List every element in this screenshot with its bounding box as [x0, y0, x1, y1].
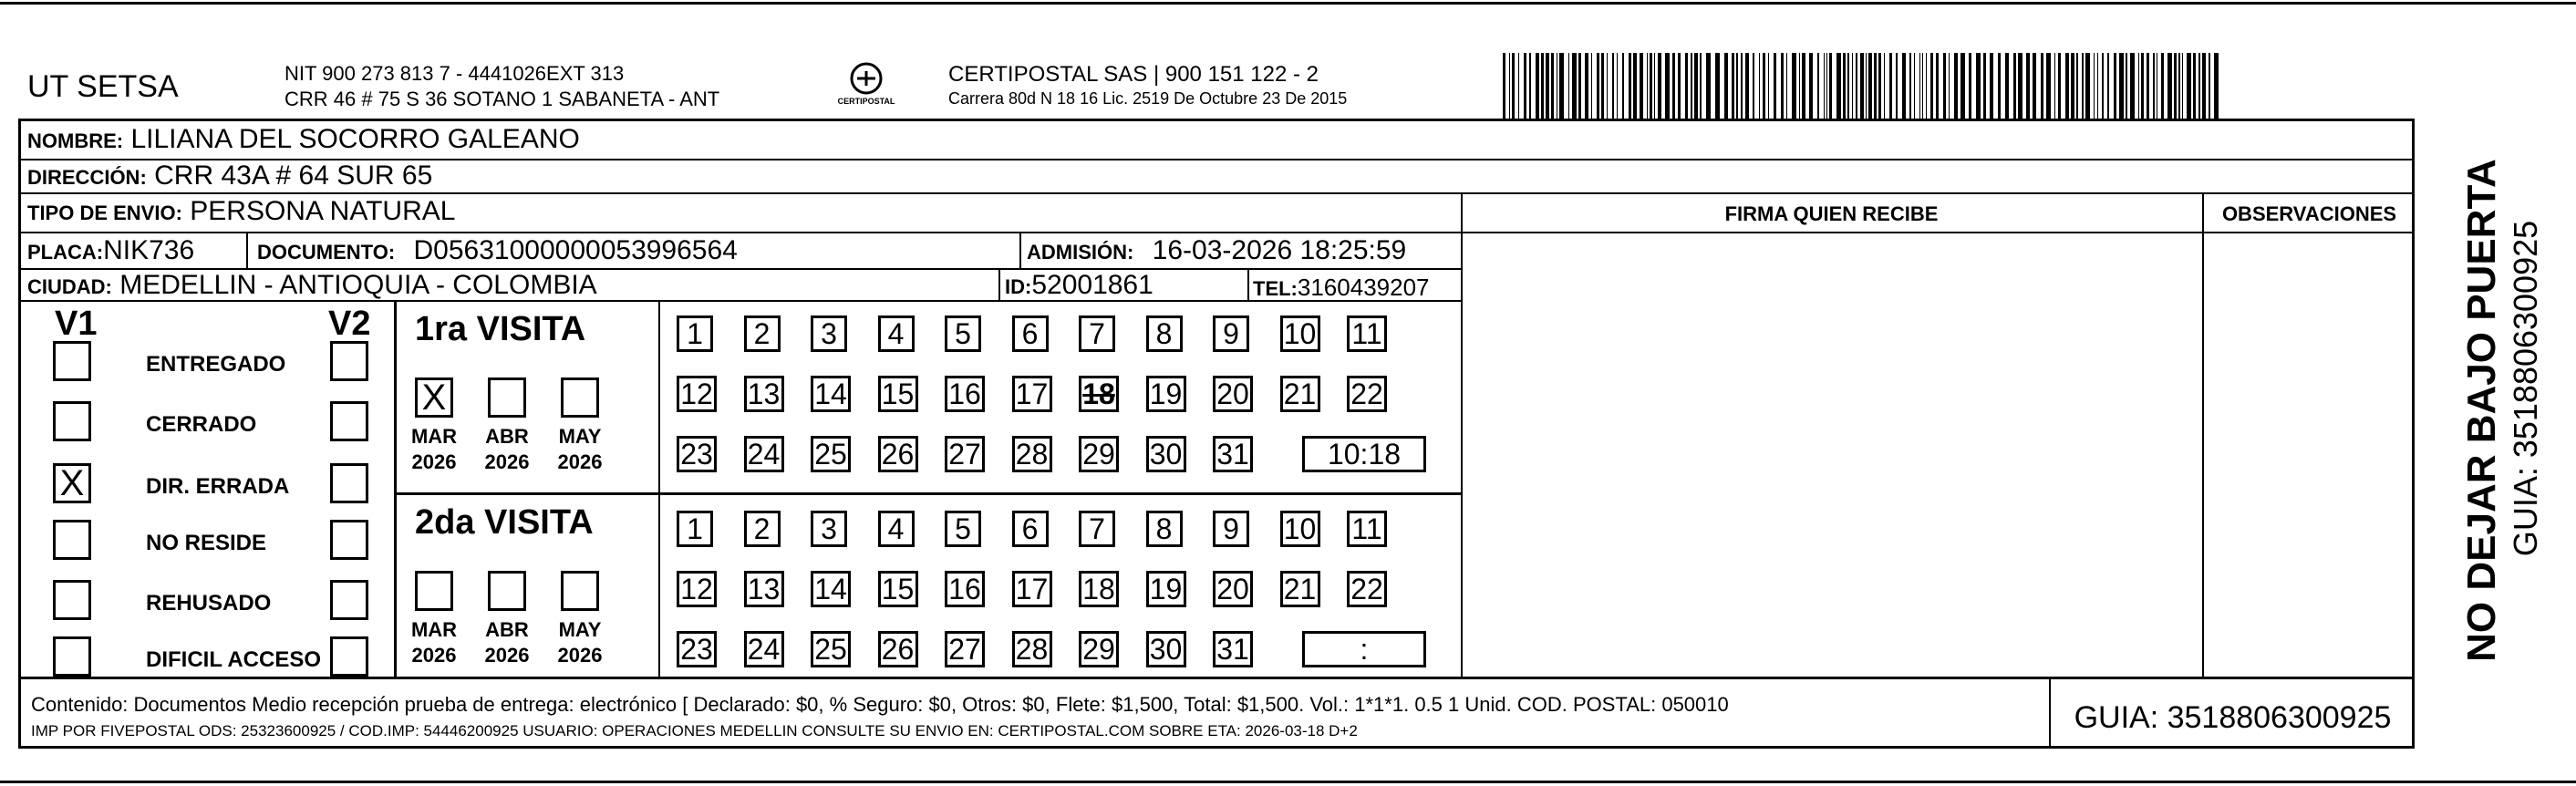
barcode-bar [2058, 53, 2061, 119]
side-text [2426, 150, 2544, 662]
day-box[interactable]: 8 [1146, 511, 1183, 547]
barcode-bar [2097, 53, 2098, 119]
barcode-bar [1829, 53, 1832, 119]
row-divider [18, 192, 2415, 194]
tipo-label: TIPO DE ENVIO: [27, 202, 182, 224]
v1-checkbox[interactable] [53, 520, 91, 560]
year-label: 2026 [411, 450, 457, 473]
day-box[interactable]: 12 [677, 376, 717, 412]
company-name: UT SETSA [27, 69, 179, 104]
month-checkbox[interactable] [561, 377, 599, 418]
v1-header: V1 [55, 305, 98, 343]
day-box[interactable]: 8 [1146, 315, 1183, 352]
placa-value: NIK736 [103, 235, 195, 265]
barcode-bar [2153, 53, 2155, 119]
day-box[interactable]: 5 [945, 511, 981, 547]
day-box[interactable]: 17 [1012, 571, 1052, 607]
barcode-bar [1786, 53, 1787, 119]
barcode-bar [2005, 53, 2009, 119]
barcode-bar [1960, 53, 1965, 119]
admision-value: 16-03-2026 18:25:59 [1152, 235, 1407, 265]
barcode-bar [2187, 53, 2191, 119]
barcode-bar [1936, 53, 1939, 119]
year-label: 2026 [557, 644, 603, 667]
barcode-bar [1889, 53, 1892, 119]
nombre-value: LILIANA DEL SOCORRO GALEANO [130, 124, 580, 154]
barcode-bar [1706, 53, 1711, 119]
v2-checkbox[interactable] [330, 636, 368, 677]
month-label: MAY [558, 618, 602, 641]
month-checkbox[interactable] [488, 571, 526, 611]
tipo-row [27, 196, 455, 227]
barcode-bar [1541, 53, 1544, 119]
barcode-bar [2182, 53, 2183, 119]
barcode-bar [1868, 53, 1872, 119]
bottom-border [0, 781, 2576, 783]
day-box[interactable]: 2 [744, 315, 781, 352]
day-box[interactable]: 22 [1347, 376, 1387, 412]
day-box[interactable]: 10 [1280, 511, 1320, 547]
visit2-title: 2da VISITA [415, 503, 594, 542]
barcode-bar [2076, 53, 2078, 119]
v2-checkbox[interactable] [330, 341, 368, 381]
day-box[interactable]: 4 [878, 511, 915, 547]
barcode-bar [2167, 53, 2172, 119]
v2-checkbox[interactable] [330, 580, 368, 620]
day-box[interactable]: 13 [744, 376, 784, 412]
barcode-bar [2033, 53, 2036, 119]
day-box[interactable]: 28 [1012, 631, 1052, 667]
barcode-bar [1976, 53, 1981, 119]
barcode-bar [1896, 53, 1898, 119]
day-box[interactable]: 12 [677, 571, 717, 607]
documento-row [257, 235, 738, 266]
day-box[interactable]: 31 [1213, 631, 1253, 667]
barcode-bar [1724, 53, 1728, 119]
firma-header: FIRMA QUIEN RECIBE [1724, 202, 1939, 225]
company-address: CRR 46 # 75 S 36 SOTANO 1 SABANETA - ANT [284, 88, 720, 110]
barcode-bar [2141, 53, 2144, 119]
barcode-bar [1943, 53, 1946, 119]
day-box[interactable]: 25 [811, 631, 851, 667]
barcode-bar [2018, 53, 2023, 119]
barcode-bar [1922, 53, 1923, 119]
day-box[interactable]: 27 [945, 631, 985, 667]
row-divider [18, 677, 2415, 679]
footer-guia: GUIA: 3518806300925 [2074, 700, 2392, 735]
barcode-bar [1860, 53, 1864, 119]
day-box[interactable]: 14 [811, 376, 851, 412]
barcode-bar [2085, 53, 2090, 119]
barcode-bar [2214, 53, 2219, 119]
ciudad-label: CIUDAD: [27, 275, 112, 298]
barcode-bar [1654, 53, 1655, 119]
barcode-bar [1617, 53, 1618, 119]
tel-value: 3160439207 [1297, 274, 1430, 301]
barcode-bar [2082, 53, 2084, 119]
month-label: ABR [485, 425, 529, 448]
barcode-bar [1647, 53, 1648, 119]
barcode-bar [1622, 53, 1624, 119]
day-box[interactable]: 11 [1347, 511, 1387, 547]
barcode-bar [2202, 53, 2206, 119]
barcode-bar [1817, 53, 1819, 119]
barcode-bar [1732, 53, 1734, 119]
direccion-value: CRR 43A # 64 SUR 65 [154, 160, 433, 191]
barcode-bar [1650, 53, 1652, 119]
barcode-bar [1753, 53, 1754, 119]
barcode-bar [1551, 53, 1554, 119]
company-nit: NIT 900 273 813 7 - 4441026EXT 313 [284, 62, 625, 85]
tel-row [1253, 274, 1430, 302]
status-label: DIFICIL ACCESO [146, 647, 322, 672]
col-divider [1461, 194, 1463, 677]
day-box[interactable]: 7 [1079, 511, 1115, 547]
barcode-bar [1990, 53, 1993, 119]
barcode-bar [2209, 53, 2210, 119]
admision-row [1027, 235, 1406, 266]
day-box[interactable]: 25 [811, 436, 851, 472]
month-checkbox[interactable]: X [415, 377, 453, 418]
barcode-bar [2126, 53, 2127, 119]
day-box[interactable]: 30 [1146, 631, 1186, 667]
barcode-bar [2147, 53, 2149, 119]
barcode-bar [1878, 53, 1881, 119]
barcode-bar [1607, 53, 1608, 119]
v1-checkbox[interactable]: X [53, 463, 91, 503]
day-box[interactable]: 28 [1012, 436, 1052, 472]
barcode-bar [1633, 53, 1637, 119]
day-box[interactable]: 18 [1079, 571, 1119, 607]
day-box[interactable]: 29 [1079, 631, 1119, 667]
barcode-bar [2178, 53, 2180, 119]
certipostal-address: Carrera 80d N 18 16 Lic. 2519 De Octubre 23 De 2015 [948, 89, 1348, 108]
barcode-bar [1601, 53, 1604, 119]
admision-label: ADMISIÓN: [1027, 241, 1134, 264]
barcode-bar [2198, 53, 2200, 119]
day-box[interactable]: 17 [1012, 376, 1052, 412]
month-label: MAR [410, 425, 458, 448]
barcode-bar [1809, 53, 1813, 119]
barcode-bar [1741, 53, 1743, 119]
barcode-bar [1559, 53, 1564, 119]
day-box[interactable]: 6 [1012, 511, 1049, 547]
placa-row [27, 235, 194, 266]
row-divider [394, 492, 1461, 495]
barcode-bar [1949, 53, 1950, 119]
barcode-bar [2174, 53, 2177, 119]
day-box[interactable]: 27 [945, 436, 985, 472]
id-row [1005, 270, 1154, 301]
time-box[interactable]: : [1302, 631, 1426, 667]
v2-checkbox[interactable] [330, 401, 368, 441]
day-box[interactable]: 19 [1146, 571, 1186, 607]
v1-checkbox[interactable] [53, 401, 91, 441]
v1-checkbox[interactable] [53, 636, 91, 677]
barcode-bar [1512, 53, 1515, 119]
day-box[interactable]: 22 [1347, 571, 1387, 607]
year-label: 2026 [411, 644, 457, 667]
footer-imp: IMP POR FIVEPOSTAL ODS: 25323600925 / COD.IMP: 54446200925 USUARIO: OPERACIONES MEDELLIN CONSULTE SU ENVIO EN: CERTIPOSTAL.COM SOBRE ETA: 2026-03-18 D+2 [31, 722, 1358, 739]
barcode-bar [1909, 53, 1911, 119]
row-divider [1461, 232, 2415, 233]
day-box[interactable]: 21 [1280, 571, 1320, 607]
time-box[interactable]: 10:18 [1302, 436, 1426, 472]
ciudad-value: MEDELLIN - ANTIOQUIA - COLOMBIA [119, 270, 597, 300]
barcode-bar [1503, 53, 1505, 119]
year-label: 2026 [484, 644, 530, 667]
day-box[interactable]: 26 [878, 631, 918, 667]
status-label: CERRADO [146, 412, 257, 437]
observaciones-header: OBSERVACIONES [2221, 202, 2397, 225]
barcode-bar [1691, 53, 1692, 119]
col-divider [658, 302, 660, 677]
barcode-bar [1640, 53, 1643, 119]
col-divider [246, 233, 248, 268]
day-box[interactable]: 18 [1079, 376, 1119, 412]
top-border [0, 2, 2576, 5]
barcode-bar [1802, 53, 1805, 119]
barcode-bar [1597, 53, 1599, 119]
day-box[interactable]: 19 [1146, 376, 1186, 412]
day-box[interactable]: 21 [1280, 376, 1320, 412]
day-box[interactable]: 6 [1012, 315, 1049, 352]
barcode-bar [1930, 53, 1933, 119]
barcode-bar [1745, 53, 1749, 119]
v2-checkbox[interactable] [330, 463, 368, 503]
barcode-bar [1591, 53, 1592, 119]
barcode-bar [1629, 53, 1631, 119]
day-box[interactable]: 31 [1213, 436, 1253, 472]
day-box[interactable]: 14 [811, 571, 851, 607]
barcode-bar [2161, 53, 2164, 119]
day-box[interactable]: 11 [1347, 315, 1387, 352]
barcode-bar [1926, 53, 1927, 119]
barcode-bar [1529, 53, 1531, 119]
day-box[interactable]: 15 [878, 376, 918, 412]
month-label: ABR [485, 618, 529, 641]
barcode-bar [1902, 53, 1906, 119]
day-box[interactable]: 9 [1213, 315, 1249, 352]
barcode-bar [2013, 53, 2016, 119]
nombre-label: NOMBRE: [27, 129, 124, 152]
barcode-bar [1852, 53, 1853, 119]
barcode-bar [1998, 53, 2001, 119]
barcode-bar [2026, 53, 2030, 119]
barcode-bar [1678, 53, 1681, 119]
barcode-bar [2046, 53, 2051, 119]
day-box[interactable]: 16 [945, 376, 985, 412]
barcode-bar [2054, 53, 2055, 119]
barcode-bar [1665, 53, 1670, 119]
col-divider [998, 270, 1000, 300]
year-label: 2026 [557, 450, 603, 473]
id-label: ID: [1005, 275, 1032, 298]
visit1-title: 1ra VISITA [415, 310, 586, 348]
documento-label: DOCUMENTO: [257, 241, 396, 264]
barcode-bar [1874, 53, 1877, 119]
v2-header: V2 [328, 305, 371, 343]
status-label: ENTREGADO [146, 352, 286, 377]
tel-label: TEL: [1253, 277, 1298, 300]
barcode-bar [1736, 53, 1738, 119]
day-box[interactable]: 29 [1079, 436, 1119, 472]
footer-contenido: Contenido: Documentos Medio recepción prueba de entrega: electrónico [ Declarado: $0, % Seguro: $0, Otros: $0, Flete: $1,500, Total: $1,500. Vol.: 1*1*1. 0.5 1 Unid. COD. POSTAL: 050010 [31, 693, 1729, 716]
barcode-bar [1672, 53, 1675, 119]
day-box[interactable]: 15 [878, 571, 918, 607]
barcode-bar [2065, 53, 2069, 119]
nombre-row [27, 124, 580, 155]
barcode-bar [2119, 53, 2124, 119]
status-label: DIR. ERRADA [146, 474, 290, 499]
v2-checkbox[interactable] [330, 520, 368, 560]
barcode-bar [1843, 53, 1846, 119]
barcode-bar [1763, 53, 1765, 119]
row-divider [18, 232, 1461, 233]
day-box[interactable]: 10 [1280, 315, 1320, 352]
month-label: MAY [558, 425, 602, 448]
barcode-bar [1954, 53, 1958, 119]
barcode-bar [1536, 53, 1539, 119]
day-box[interactable]: 2 [744, 511, 781, 547]
barcode-bar [1572, 53, 1577, 119]
barcode-bar [1700, 53, 1702, 119]
status-label: NO RESIDE [146, 531, 267, 555]
barcode-bar [1658, 53, 1661, 119]
day-box[interactable]: 3 [811, 511, 847, 547]
col-divider [1019, 233, 1021, 268]
col-divider [394, 302, 397, 677]
placa-label: PLACA: [27, 241, 104, 264]
year-label: 2026 [484, 450, 530, 473]
day-box[interactable]: 20 [1213, 376, 1253, 412]
day-box[interactable]: 1 [677, 315, 713, 352]
barcode-bar [1836, 53, 1841, 119]
barcode-bar [1568, 53, 1569, 119]
day-box[interactable]: 5 [945, 315, 981, 352]
barcode-bar [1792, 53, 1796, 119]
barcode-bar [1914, 53, 1915, 119]
barcode-bar [1715, 53, 1720, 119]
barcode-bar [1578, 53, 1581, 119]
barcode-bar [2193, 53, 2196, 119]
barcode-bar [2041, 53, 2043, 119]
barcode-bar [2114, 53, 2116, 119]
day-box[interactable]: 16 [945, 571, 985, 607]
barcode-bar [1983, 53, 1986, 119]
day-box[interactable]: 9 [1213, 511, 1249, 547]
side-line1: NO DEJAR BAJO PUERTA [2459, 159, 2504, 662]
month-checkbox[interactable] [488, 377, 526, 418]
barcode-bar [2107, 53, 2109, 119]
barcode-bar [1866, 53, 1867, 119]
barcode-bar [2102, 53, 2104, 119]
barcode-bar [1856, 53, 1857, 119]
documento-value: D05631000000053996564 [413, 235, 738, 265]
barcode-bar [1585, 53, 1588, 119]
barcode-bar [1826, 53, 1827, 119]
barcode-bar [1781, 53, 1784, 119]
direccion-label: DIRECCIÓN: [27, 166, 147, 189]
logo-text: CERTIPOSTAL [837, 97, 895, 106]
barcode-bar [2094, 53, 2095, 119]
side-line2: GUIA: 3518806300925 [2507, 220, 2544, 557]
v1-checkbox[interactable] [53, 580, 91, 620]
day-box[interactable]: 30 [1146, 436, 1186, 472]
barcode-bar [1884, 53, 1885, 119]
day-box[interactable]: 24 [744, 631, 784, 667]
day-box[interactable]: 23 [677, 436, 717, 472]
barcode-bar [1518, 53, 1519, 119]
v1-checkbox[interactable] [53, 341, 91, 381]
day-box[interactable]: 20 [1213, 571, 1253, 607]
barcode-bar [1847, 53, 1849, 119]
day-box[interactable]: 1 [677, 511, 713, 547]
day-box[interactable]: 4 [878, 315, 915, 352]
barcode-bar [1768, 53, 1769, 119]
day-box[interactable]: 24 [744, 436, 784, 472]
col-divider [2202, 194, 2204, 677]
barcode-bar [2138, 53, 2139, 119]
certipostal-name: CERTIPOSTAL SAS | 900 151 122 - 2 [948, 62, 1319, 87]
barcode-bar [1612, 53, 1614, 119]
direccion-row [27, 160, 432, 191]
barcode-bar [1685, 53, 1688, 119]
barcode-bar [2130, 53, 2135, 119]
day-box[interactable]: 3 [811, 315, 847, 352]
tipo-value: PERSONA NATURAL [190, 196, 456, 226]
barcode-bar [1919, 53, 1920, 119]
barcode-bar [1524, 53, 1526, 119]
barcode-bar [1824, 53, 1825, 119]
barcode-bar [1546, 53, 1549, 119]
col-divider [1247, 270, 1249, 300]
day-box[interactable]: 23 [677, 631, 717, 667]
barcode [1503, 53, 2225, 119]
barcode-bar [1969, 53, 1971, 119]
barcode-bar [1509, 53, 1510, 119]
day-box[interactable]: 13 [744, 571, 784, 607]
barcode-bar [1799, 53, 1800, 119]
barcode-bar [1774, 53, 1776, 119]
month-checkbox[interactable] [415, 571, 453, 611]
certipostal-logo [825, 60, 907, 111]
id-value: 52001861 [1031, 270, 1154, 300]
status-label: REHUSADO [146, 591, 272, 615]
ciudad-row [27, 270, 597, 301]
month-checkbox[interactable] [561, 571, 599, 611]
month-label: MAR [410, 618, 458, 641]
barcode-bar [2071, 53, 2074, 119]
day-box[interactable]: 7 [1079, 315, 1115, 352]
barcode-bar [1759, 53, 1760, 119]
barcode-bar [1694, 53, 1698, 119]
day-box[interactable]: 26 [878, 436, 918, 472]
